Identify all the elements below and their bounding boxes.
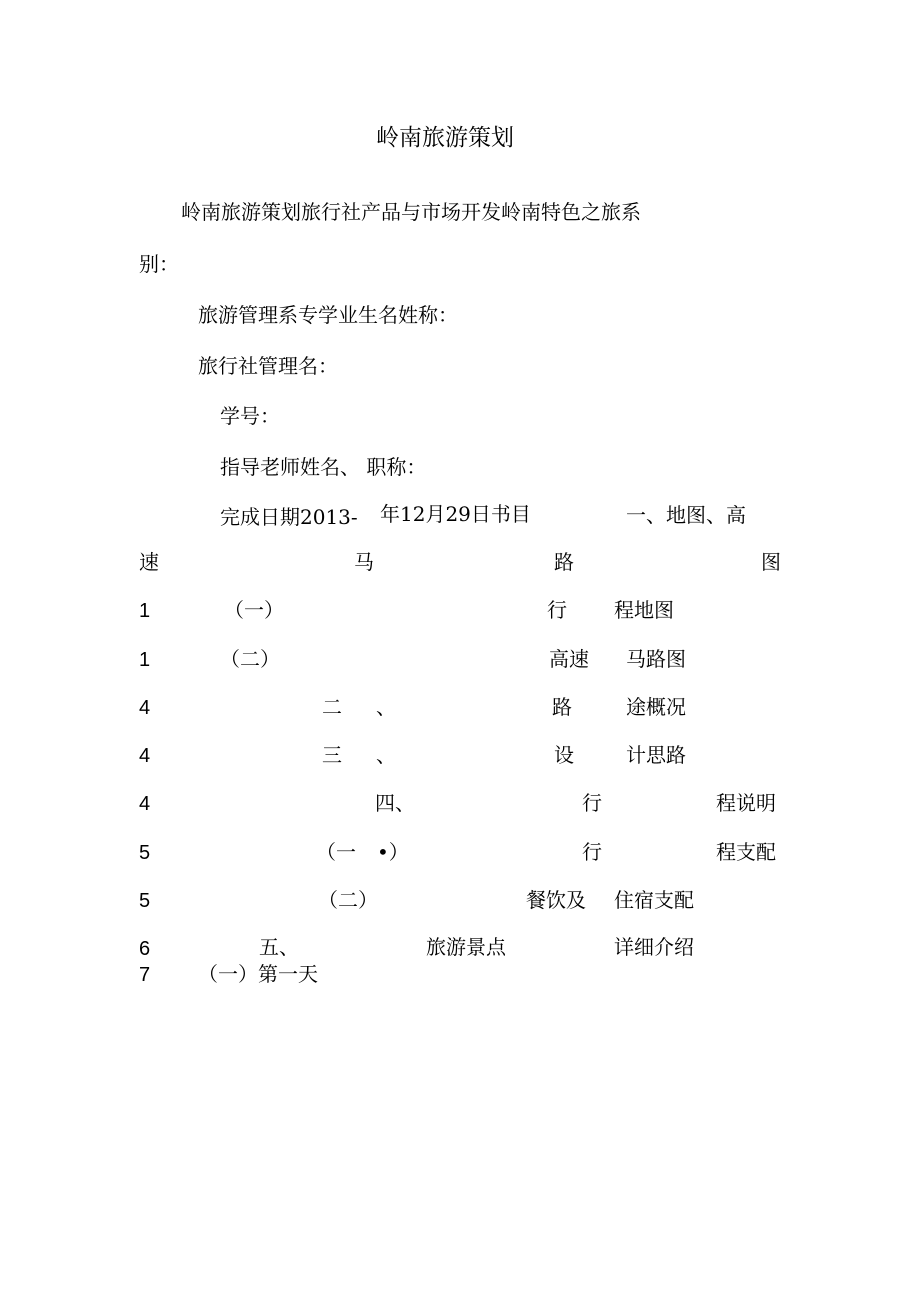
toc-entry: 途概况 [626, 695, 686, 719]
info-date-value: 年12月29日书目 [380, 502, 531, 526]
toc-entry: 一、地图、高 [626, 503, 746, 527]
toc-page-number: 6 [139, 938, 151, 960]
toc-entry: 行 [582, 791, 602, 815]
toc-entry: 四、 [375, 791, 415, 815]
toc-entry: 五、 [259, 935, 299, 959]
toc-entry: 程支配 [716, 840, 776, 864]
toc-entry: 、 [376, 743, 396, 767]
toc-page-number: 5 [139, 842, 151, 864]
toc-entry: 路 [554, 550, 574, 574]
page-title: 岭南旅游策划 [376, 125, 514, 151]
toc-entry: 马路图 [626, 647, 686, 671]
toc-entry: （一 [316, 840, 356, 864]
toc-page-number: 5 [139, 890, 151, 912]
toc-entry: 马 [354, 550, 374, 574]
toc-entry: 行 [582, 840, 602, 864]
toc-entry: （一）第一天 [198, 962, 318, 986]
toc-entry: 、 [376, 695, 396, 719]
toc-entry: 二 [322, 695, 342, 719]
toc-entry: 路 [552, 695, 572, 719]
info-date-label: 完成日期2013- [220, 505, 358, 529]
toc-page-number: 4 [139, 745, 151, 767]
toc-entry: 程说明 [716, 791, 776, 815]
info-course: 旅行社管理名： [198, 354, 338, 378]
toc-entry: •） [377, 840, 409, 864]
toc-entry: （一） [224, 598, 284, 622]
toc-entry: 餐饮及 [526, 888, 586, 912]
toc-entry: 图 [761, 550, 781, 574]
toc-page-number: 4 [139, 793, 151, 815]
toc-entry: （二） [318, 888, 378, 912]
toc-page-number: 7 [139, 964, 151, 986]
info-advisor: 指导老师姓名、 职称： [220, 455, 427, 479]
toc-page-number: 4 [139, 697, 151, 719]
info-student-id: 学号： [220, 404, 280, 428]
subtitle-line-1: 岭南旅游策划旅行社产品与市场开发岭南特色之旅系 [181, 200, 641, 224]
subtitle-line-2: 别： [139, 252, 179, 276]
toc-entry: 高速 [549, 647, 589, 671]
toc-entry: 详细介绍 [614, 935, 694, 959]
toc-entry: 行 [547, 598, 567, 622]
toc-entry: （二） [220, 647, 280, 671]
toc-entry: 速 [139, 550, 159, 574]
toc-entry: 三 [322, 743, 342, 767]
toc-entry: 程地图 [614, 598, 674, 622]
toc-entry: 住宿支配 [614, 888, 694, 912]
toc-page-number: 1 [139, 649, 151, 671]
toc-entry: 计思路 [626, 743, 686, 767]
info-major: 旅游管理系专学业生名姓称： [198, 303, 458, 327]
toc-page-number: 1 [139, 600, 151, 622]
toc-entry: 设 [554, 743, 574, 767]
toc-entry: 旅游景点 [426, 935, 506, 959]
